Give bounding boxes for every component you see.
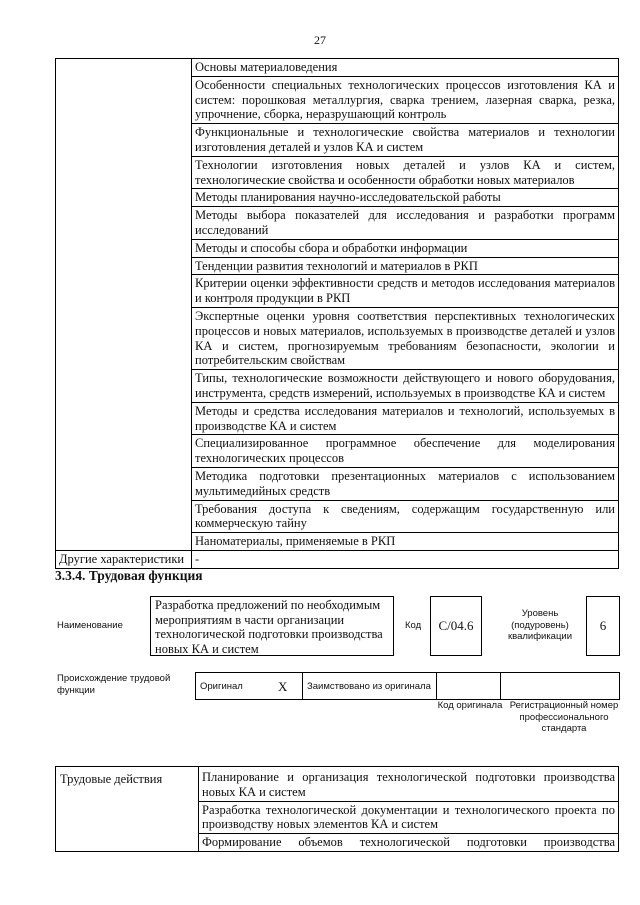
knowledge-label-cell <box>56 59 192 551</box>
knowledge-item: Основы материаловедения <box>192 59 618 77</box>
knowledge-item: Особенности специальных технологических процессов изготовления КА и систем: порошковая металлургия, сварка трением, лазерная сварка, резка, упрочнение, сборка, неразрушающий контроль <box>192 77 618 124</box>
knowledge-item: Типы, технологические возможности действующего и нового оборудования, инструмента, средств измерений, используемых в производстве КА и систем <box>192 370 618 403</box>
other-characteristics-label: Другие характеристики <box>56 550 192 568</box>
knowledge-item: Методы выбора показателей для исследования и разработки программ исследований <box>192 207 618 240</box>
knowledge-item: Наноматериалы, применяемые в РКП <box>195 534 396 549</box>
knowledge-item: Методы и способы сбора и обработки информации <box>192 240 618 258</box>
origin-table <box>195 672 620 700</box>
other-characteristics-value: - <box>192 550 619 568</box>
knowledge-item: Функциональные и технологические свойства материалов и технологии изготовления деталей и узлов КА и систем <box>192 124 618 157</box>
knowledge-item: Технологии изготовления новых деталей и узлов КА и систем, технологические свойства и особенности обработки новых материалов <box>192 157 618 190</box>
knowledge-item: Специализированное программное обеспечение для моделирования технологических процессов <box>192 435 618 468</box>
knowledge-item: Методы планирования научно-исследовательской работы <box>192 189 618 207</box>
labor-action-item: Разработка технологической документации и технологического проекта по производству новых элементов КА и систем <box>199 802 618 835</box>
qualification-level-label: Уровень (подуровень) квалификации <box>507 608 573 642</box>
knowledge-table <box>55 58 619 569</box>
page-number: 27 <box>314 33 326 47</box>
section-title: 3.3.4. Трудовая функция <box>55 568 203 583</box>
registration-number-cell <box>501 673 620 700</box>
qualification-level-value: 6 <box>586 596 620 656</box>
labor-actions-label: Трудовые действия <box>56 767 199 852</box>
labor-actions-items <box>199 767 619 852</box>
registration-number-caption: Регистрационный номер профессионального стандарта <box>509 700 619 734</box>
labor-actions-table <box>55 766 619 852</box>
knowledge-item: Требования доступа к сведениям, содержащим государственную или коммерческую тайну <box>192 501 618 534</box>
function-code-label: Код <box>405 620 422 631</box>
original-label: Оригинал <box>196 673 275 700</box>
knowledge-item: Критерии оценки эффективности средств и методов исследования материалов и контроля продукции в РКП <box>192 275 618 308</box>
function-name-value: Разработка предложений по необходимым мероприятиям в части организации технологической подготовки производства новых КА и систем <box>150 596 394 656</box>
labor-action-item: Формирование объемов технологической подготовки производства <box>202 835 615 850</box>
knowledge-item: Методика подготовки презентационных материалов с использованием мультимедийных средств <box>192 468 618 501</box>
borrowed-label: Заимствовано из оригинала <box>303 673 437 700</box>
knowledge-item: Тенденции развития технологий и материалов в РКП <box>192 258 618 276</box>
function-code-value: С/04.6 <box>430 596 482 656</box>
knowledge-item: Методы и средства исследования материалов и технологий, используемых в производстве КА и систем <box>192 403 618 436</box>
knowledge-item: Экспертные оценки уровня соответствия перспективных технологических процессов и новых материалов, используемых в производстве деталей и узлов КА и систем, прогнозируемым требованиям безопасности, экологии и потребительским свойствам <box>192 308 618 370</box>
original-mark: X <box>274 673 303 700</box>
knowledge-items-cell <box>192 59 619 551</box>
origin-label: Происхождение трудовой функции <box>57 673 171 696</box>
function-name-label: Наименование <box>57 620 123 631</box>
original-code-cell <box>437 673 501 700</box>
original-code-caption: Код оригинала <box>437 700 503 711</box>
labor-action-item: Планирование и организация технологической подготовки производства новых КА и систем <box>199 767 618 802</box>
